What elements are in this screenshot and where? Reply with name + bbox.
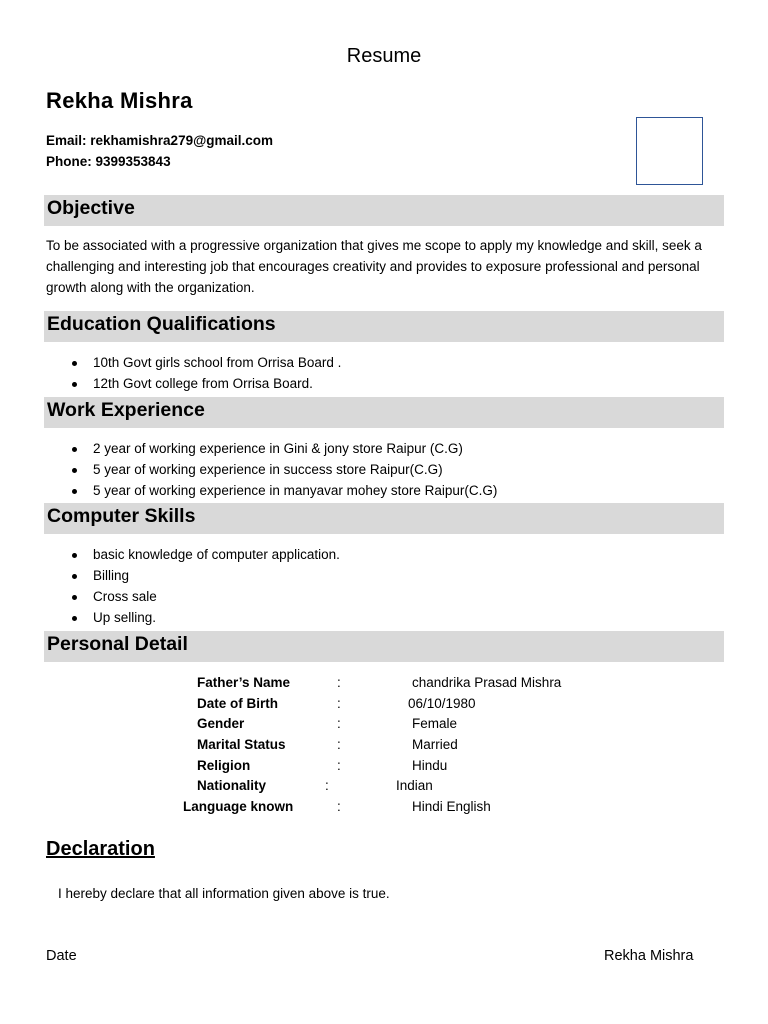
list-item: Up selling. [46,608,340,629]
list-item: 5 year of working experience in success store Raipur(C.G) [46,460,497,481]
skills-list [46,545,340,629]
detail-label-religion: Religion [197,758,251,773]
work-list [46,439,497,502]
declaration-heading: Declaration [46,838,155,860]
detail-separator: : [325,778,329,793]
detail-separator: : [337,737,341,752]
section-heading-work: Work Experience [44,397,724,428]
detail-label-fathers-name: Father’s Name [197,675,291,690]
list-item: 2 year of working experience in Gini & jony store Raipur (C.G) [46,439,497,460]
detail-value-religion: Hindu [412,758,448,773]
declaration-text: I hereby declare that all information given above is true. [58,886,390,901]
detail-separator: : [337,758,341,773]
section-heading-objective: Objective [44,195,724,226]
document-title: Resume [346,45,422,67]
detail-separator: : [337,675,341,690]
list-item: Billing [46,566,340,587]
detail-value-marital-status: Married [412,737,458,752]
detail-value-language-known: Hindi English [412,799,491,814]
section-heading-education: Education Qualifications [44,311,724,342]
phone-line: Phone: 9399353843 [46,154,171,169]
date-label: Date [46,948,77,964]
detail-label-marital-status: Marital Status [197,737,286,752]
detail-label-date-of-birth: Date of Birth [197,696,278,711]
candidate-name: Rekha Mishra [46,88,193,113]
list-item: basic knowledge of computer application. [46,545,340,566]
detail-separator: : [337,716,341,731]
detail-value-gender: Female [412,716,458,731]
list-item: 10th Govt girls school from Orrisa Board . [46,353,341,374]
detail-label-language-known: Language known [183,799,294,814]
detail-separator: : [337,799,341,814]
detail-value-nationality: Indian [396,778,433,793]
objective-text: To be associated with a progressive organization that gives me scope to apply my knowledge and skill, seek a challenging and interesting job that encourages creativity and provides to exposure professional and personal growth along with the organization. [46,238,702,295]
list-item: 5 year of working experience in manyavar mohey store Raipur(C.G) [46,481,497,502]
list-item: Cross sale [46,587,340,608]
section-heading-personal: Personal Detail [44,631,724,662]
list-item: 12th Govt college from Orrisa Board. [46,374,341,395]
detail-value-fathers-name: chandrika Prasad Mishra [412,675,562,690]
education-list [46,353,341,395]
email-line: Email: rekhamishra279@gmail.com [46,133,274,148]
photo-placeholder [636,117,703,185]
detail-separator: : [337,696,341,711]
detail-label-gender: Gender [197,716,245,731]
signature-name: Rekha Mishra [604,948,694,964]
detail-value-date-of-birth: 06/10/1980 [408,696,476,711]
section-heading-skills: Computer Skills [44,503,724,534]
detail-label-nationality: Nationality [197,778,267,793]
